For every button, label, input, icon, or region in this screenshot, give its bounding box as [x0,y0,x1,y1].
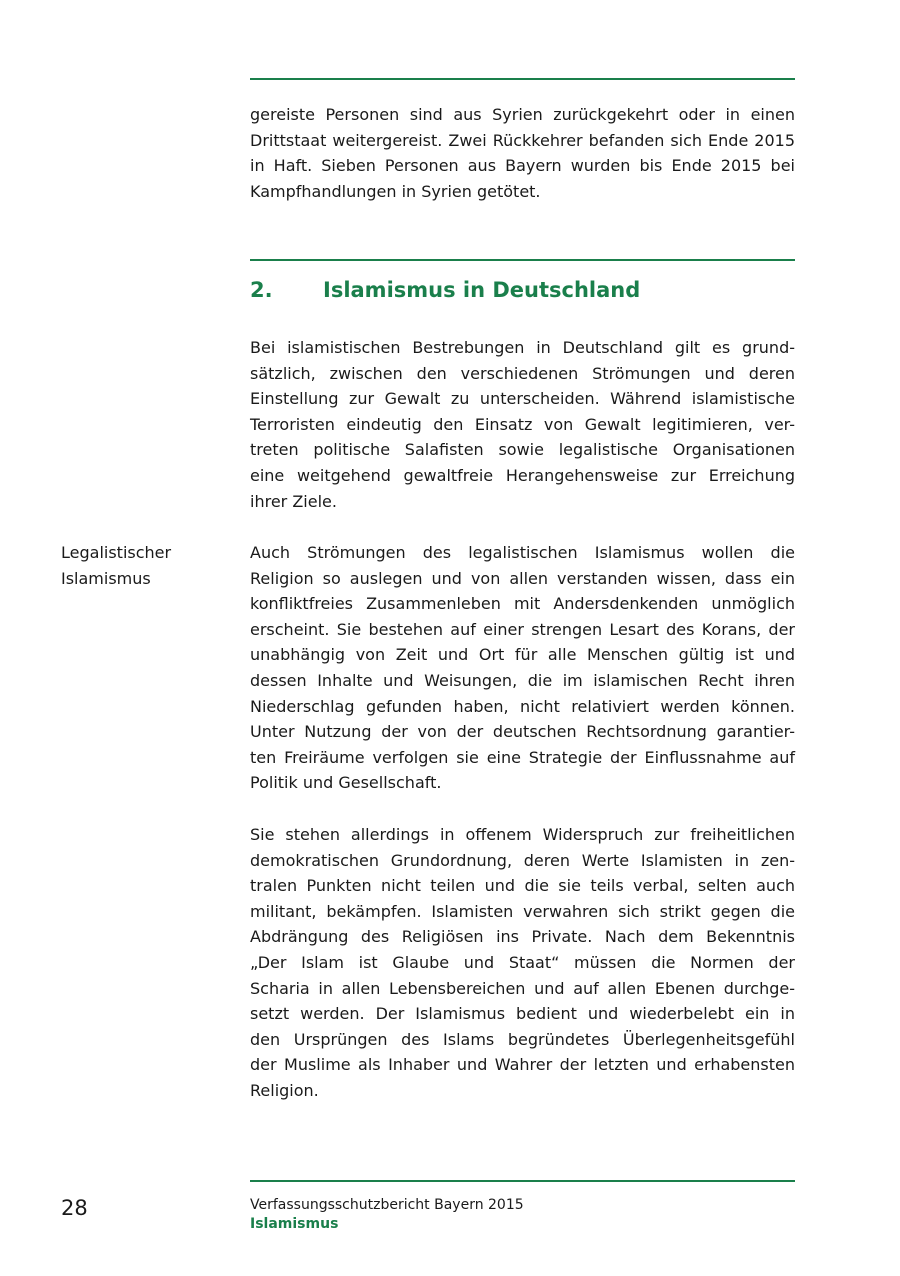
text-line: Drittstaat weitergereist. Zwei Rückkehrer befanden sich Ende 2015 [250,130,795,150]
text-line: ten Freiräume verfolgen sie eine Strategie der Einflussnahme auf [250,747,795,767]
text-line: Niederschlag gefunden haben, nicht relativiert werden können. [250,696,795,716]
text-line: setzt werden. Der Islamismus bedient und wiederbelebt ein in [250,1004,795,1024]
footer-divider [250,1180,795,1182]
text-line: Unter Nutzung der von der deutschen Rechtsordnung garantier- [250,722,795,742]
text-line: Kampfhandlungen in Syrien getötet. [250,181,541,201]
text-line: den Ursprüngen des Islams begründetes Überlegenheitsgefühl [250,1029,795,1049]
text-line: demokratischen Grundordnung, deren Werte Islamisten in zen- [250,850,795,870]
text-line: Auch Strömungen des legalistischen Islamismus wollen die [250,543,795,562]
marginal-note [61,540,231,591]
text-line: unabhängig von Zeit und Ort für alle Menschen gültig ist und [250,645,795,665]
text-line: konfliktfreies Zusammenleben mit Andersdenkenden unmöglich [250,594,795,614]
text-line: tralen Punkten nicht teilen und die sie teils verbal, selten auch [250,876,795,896]
text-line: Bei islamistischen Bestrebungen in Deutschland gilt es grund- [250,338,795,357]
text-line: der Muslime als Inhaber und Wahrer der letzten und erhabensten [250,1055,795,1075]
page-number: 28 [61,1196,88,1220]
text-line: militant, bekämpfen. Islamisten verwahren sich strikt gegen die [250,901,795,921]
text-line: treten politische Salafisten sowie legalistische Organisationen [250,440,795,460]
text-line: gereiste Personen sind aus Syrien zurückgekehrt oder in einen [250,105,795,124]
top-divider [250,78,795,80]
text-line: dessen Inhalte und Weisungen, die im islamischen Recht ihren [250,670,795,690]
footer-publication: Verfassungsschutzbericht Bayern 2015 [250,1197,524,1213]
text-line: Scharia in allen Lebensbereichen und auf allen Ebenen durchge- [250,978,795,998]
section-divider [250,259,795,261]
text-line: Politik und Gesellschaft. [250,773,442,793]
text-line: ihrer Ziele. [250,491,337,511]
footer [250,1196,524,1234]
text-line: Sie stehen allerdings in offenem Widerspruch zur freiheitlichen [250,825,795,844]
paragraph-1 [250,335,795,514]
paragraph-2 [250,540,795,796]
text-line: Religion. [250,1080,319,1100]
text-line: Islamismus [61,568,151,588]
text-line: Legalistischer [61,543,172,562]
section-title: Islamismus in Deutschland [323,278,641,302]
text-line: erscheint. Sie bestehen auf einer strengen Lesart des Korans, der [250,619,795,639]
text-line: Abdrängung des Religiösen ins Private. Nach dem Bekenntnis [250,927,795,947]
intro-paragraph [250,102,795,204]
text-line: Einstellung zur Gewalt zu unterscheiden. Während islamistische [250,389,795,409]
section-heading [250,278,640,302]
footer-section: Islamismus [250,1216,339,1232]
text-line: Terroristen eindeutig den Einsatz von Gewalt legitimieren, ver- [250,414,795,434]
text-line: „Der Islam ist Glaube und Staat“ müssen die Normen der [250,952,795,972]
section-number: 2. [250,278,273,302]
text-line: Religion so auslegen und von allen verstanden wissen, dass ein [250,568,795,588]
text-line: in Haft. Sieben Personen aus Bayern wurden bis Ende 2015 bei [250,156,795,176]
text-line: eine weitgehend gewaltfreie Herangehensweise zur Erreichung [250,465,795,485]
paragraph-3 [250,822,795,1104]
text-line: sätzlich, zwischen den verschiedenen Strömungen und deren [250,363,795,383]
